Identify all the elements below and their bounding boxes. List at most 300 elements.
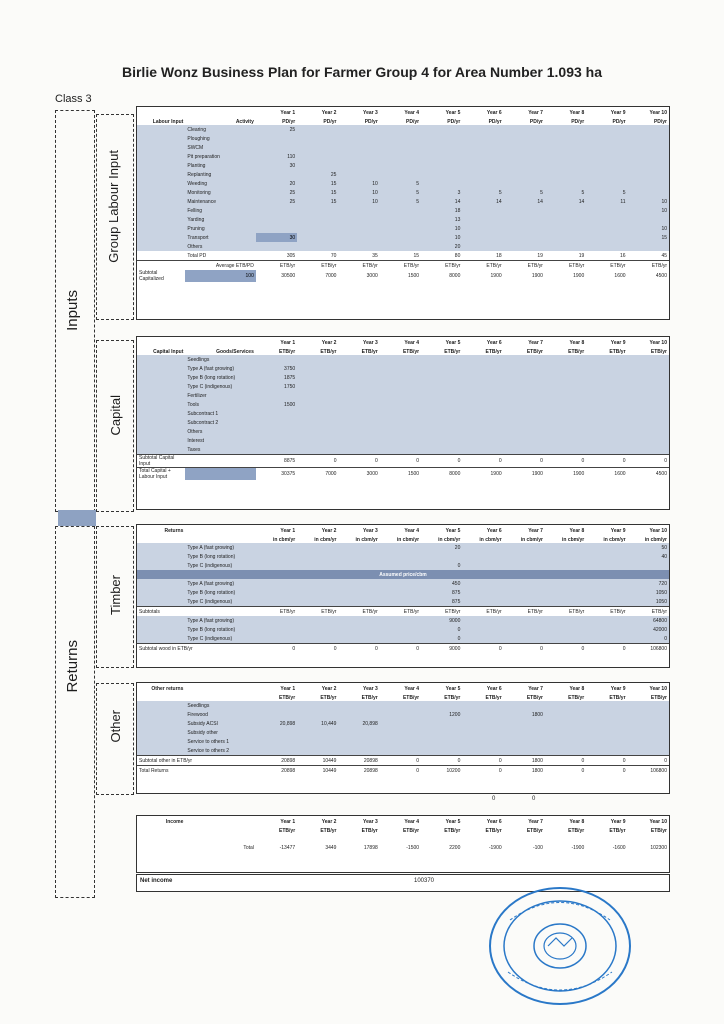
cell xyxy=(137,597,185,607)
unit-header: ETB/yr xyxy=(320,349,337,355)
value-cell xyxy=(504,552,545,561)
total-returns-value: 0 xyxy=(380,766,421,777)
subtotal-value: 30500 xyxy=(281,273,296,279)
value-cell xyxy=(586,143,627,152)
value-cell xyxy=(628,561,669,570)
value-cell xyxy=(380,373,421,382)
subtotal-value: 0 xyxy=(297,455,338,468)
value-cell xyxy=(421,427,462,436)
subtotal-value: 1900 xyxy=(573,273,585,279)
value-cell xyxy=(338,436,379,445)
unit-header: ETB/yr xyxy=(526,828,543,834)
value-cell xyxy=(628,188,669,197)
unit-cell: ETB/yr xyxy=(545,607,586,617)
cell xyxy=(137,746,185,756)
total-pd-value: 305 xyxy=(286,252,296,259)
table-row xyxy=(137,355,669,364)
value-cell xyxy=(421,170,462,179)
subtotal-value: 0 xyxy=(628,455,669,468)
value-cell xyxy=(256,143,297,152)
value-cell xyxy=(504,215,545,224)
year-header: Year 4 xyxy=(404,819,420,825)
value-cell xyxy=(462,728,503,737)
value-cell xyxy=(545,588,586,597)
unit-header: ETB/yr xyxy=(279,828,296,834)
value-cell xyxy=(545,561,586,570)
unit-header: ETB/yr xyxy=(568,695,585,701)
value-cell xyxy=(256,561,297,570)
value-cell xyxy=(462,710,503,719)
official-stamp xyxy=(480,880,640,1010)
table-row xyxy=(137,634,669,644)
value-cell xyxy=(338,373,379,382)
value-cell xyxy=(421,364,462,373)
activity-label: Transport xyxy=(185,233,256,242)
value-cell xyxy=(256,634,297,644)
returns-header: Returns xyxy=(164,528,184,534)
income-value: -13477 xyxy=(279,845,296,851)
table-row xyxy=(137,625,669,634)
value-cell xyxy=(462,737,503,746)
value-cell xyxy=(297,728,338,737)
cell xyxy=(137,588,185,597)
unit-header: ETB/yr xyxy=(650,695,667,701)
value-cell xyxy=(628,170,669,179)
value-cell xyxy=(338,625,379,634)
value-cell: 0 xyxy=(421,625,462,634)
subtotal-other-value: 10449 xyxy=(297,756,338,766)
table-row xyxy=(137,107,669,116)
band-cell xyxy=(137,125,185,134)
value-cell: 10 xyxy=(338,197,379,206)
value-cell xyxy=(297,373,338,382)
total-value: 1900 xyxy=(462,468,503,481)
subtotal-other-value: 0 xyxy=(380,756,421,766)
income-header: Income xyxy=(165,819,184,825)
total-returns-value: 0 xyxy=(586,766,627,777)
unit-header: ETB/yr xyxy=(402,349,420,355)
value-cell xyxy=(504,152,545,161)
subtotal-other-value: 0 xyxy=(545,756,586,766)
unit-header: PD/yr xyxy=(488,119,502,125)
value-cell xyxy=(338,224,379,233)
income-table xyxy=(136,815,670,873)
value-cell: 42000 xyxy=(628,625,669,634)
value-cell xyxy=(545,616,586,625)
total-returns-value: 106800 xyxy=(628,766,669,777)
unit-header: PD/yr xyxy=(529,119,543,125)
value-cell xyxy=(545,355,586,364)
table-row xyxy=(137,816,669,825)
value-cell xyxy=(545,215,586,224)
value-cell: 0 xyxy=(421,634,462,644)
income-value: -100 xyxy=(532,845,543,851)
value-cell xyxy=(256,242,297,251)
year-header: Year 9 xyxy=(610,340,626,346)
cell xyxy=(137,543,185,552)
value-cell xyxy=(628,436,669,445)
activity-label: Others xyxy=(185,242,256,251)
year-header: Year 7 xyxy=(528,528,543,534)
band-cell xyxy=(137,436,185,445)
timber-label: Timber xyxy=(108,575,123,615)
returns-bracket xyxy=(55,526,95,898)
cell xyxy=(185,766,256,777)
cell xyxy=(137,579,185,588)
value-cell xyxy=(504,746,545,756)
band-cell xyxy=(137,233,185,242)
cell xyxy=(185,468,256,481)
unit-cell: ETB/yr xyxy=(297,607,338,617)
subtotal-value: 0 xyxy=(504,455,545,468)
value-cell xyxy=(628,179,669,188)
table-row xyxy=(137,455,669,468)
value-cell: 10 xyxy=(628,224,669,233)
table-row xyxy=(137,561,669,570)
cell xyxy=(137,719,185,728)
subtotal-value: 0 xyxy=(462,455,503,468)
table-row xyxy=(137,570,669,579)
other-label: Service to others 1 xyxy=(185,737,256,746)
value-cell xyxy=(297,152,338,161)
value-cell xyxy=(380,746,421,756)
value-cell xyxy=(338,409,379,418)
value-cell xyxy=(256,215,297,224)
value-cell: 875 xyxy=(421,597,462,607)
unit-header: PD/yr xyxy=(612,119,626,125)
table-row xyxy=(137,261,669,271)
value-cell xyxy=(462,409,503,418)
subtotal-value: 7000 xyxy=(325,273,337,279)
total-returns-value: 0 xyxy=(462,766,503,777)
cell xyxy=(185,534,256,543)
value-cell xyxy=(628,373,669,382)
year-header: Year 9 xyxy=(610,819,626,825)
value-cell: 14 xyxy=(462,197,503,206)
unit-header: ETB/yr xyxy=(402,695,420,701)
value-cell xyxy=(338,634,379,644)
value-cell xyxy=(338,152,379,161)
unit-cell: ETB/yr xyxy=(380,261,421,271)
value-cell xyxy=(256,616,297,625)
activity-label: Felling xyxy=(185,206,256,215)
income-total-label: Total xyxy=(243,845,254,851)
subtotal-other-value: 20898 xyxy=(256,756,297,766)
value-cell: 450 xyxy=(421,579,462,588)
band-cell xyxy=(137,134,185,143)
table-row xyxy=(137,692,669,701)
value-cell xyxy=(545,409,586,418)
subtotal-wood-value: 0 xyxy=(297,644,338,654)
unit-cell: ETB/yr xyxy=(586,261,627,271)
value-cell: 1750 xyxy=(256,382,297,391)
unit-header: ETB/yr xyxy=(444,349,461,355)
value-cell xyxy=(338,561,379,570)
value-cell xyxy=(256,355,297,364)
total-pd-value: 35 xyxy=(372,252,378,259)
year-header: Year 2 xyxy=(321,686,337,692)
value-cell xyxy=(421,400,462,409)
subtotal-other-value: 0 xyxy=(462,756,503,766)
band-cell xyxy=(137,355,185,364)
value-cell xyxy=(628,134,669,143)
value-cell xyxy=(256,436,297,445)
table-row xyxy=(137,534,669,543)
table-row xyxy=(137,382,669,391)
unit-cell: ETB/yr xyxy=(628,261,669,271)
value-cell xyxy=(380,436,421,445)
total-value: 1900 xyxy=(545,468,586,481)
value-cell xyxy=(545,400,586,409)
value-cell xyxy=(628,719,669,728)
value-cell: 20,898 xyxy=(338,719,379,728)
table-row xyxy=(137,143,669,152)
unit-header: in cbm/yr xyxy=(644,537,667,543)
unit-header: ETB/yr xyxy=(444,695,461,701)
value-cell xyxy=(462,125,503,134)
value-cell xyxy=(545,391,586,400)
value-cell: 20 xyxy=(256,179,297,188)
value-cell xyxy=(586,418,627,427)
value-cell xyxy=(380,445,421,455)
value-cell xyxy=(297,588,338,597)
unit-header: in cbm/yr xyxy=(355,537,378,543)
subtotal-value: 0 xyxy=(421,455,462,468)
unit-cell: ETB/yr xyxy=(338,261,379,271)
value-cell xyxy=(462,215,503,224)
value-cell xyxy=(338,355,379,364)
value-cell xyxy=(586,436,627,445)
activity-label: Weeding xyxy=(185,179,256,188)
value-cell xyxy=(256,224,297,233)
table-row xyxy=(137,710,669,719)
year-header: Year 10 xyxy=(649,340,667,346)
cell xyxy=(628,834,669,843)
value-cell xyxy=(462,179,503,188)
value-cell xyxy=(586,710,627,719)
year-header: Year 4 xyxy=(404,340,420,346)
value-cell: 10 xyxy=(628,206,669,215)
table-row xyxy=(137,525,669,534)
table-row xyxy=(137,197,669,206)
total-pd-value: 70 xyxy=(330,252,337,259)
class-label: Class 3 xyxy=(55,93,92,105)
cell xyxy=(137,737,185,746)
value-cell: 15 xyxy=(297,188,338,197)
price-label: Type B (long rotation) xyxy=(185,588,256,597)
value-cell xyxy=(256,543,297,552)
value-cell xyxy=(462,152,503,161)
price-label: Type C (indigenous) xyxy=(185,597,256,607)
subtotal-type-label: Type C (indigenous) xyxy=(185,634,256,644)
unit-cell: ETB/yr xyxy=(256,261,297,271)
value-cell xyxy=(586,579,627,588)
value-cell xyxy=(297,206,338,215)
band-cell xyxy=(137,391,185,400)
subtotal-value: 3000 xyxy=(366,273,378,279)
value-cell xyxy=(545,427,586,436)
goods-label: Subcontract 2 xyxy=(185,418,256,427)
income-value: -1900 xyxy=(488,845,502,851)
value-cell xyxy=(586,746,627,756)
value-cell xyxy=(504,737,545,746)
unit-cell: ETB/yr xyxy=(586,607,627,617)
cell xyxy=(137,534,185,543)
table-row xyxy=(137,436,669,445)
table-row xyxy=(137,468,669,481)
value-cell: 3 xyxy=(421,188,462,197)
subtotal-value: 0 xyxy=(586,455,627,468)
page-title: Birlie Wonz Business Plan for Farmer Group 4 for Area Number 1.093 ha xyxy=(121,64,603,80)
unit-header: PD/yr xyxy=(364,119,378,125)
year-header: Year 8 xyxy=(569,110,585,116)
income-value: 2200 xyxy=(449,845,461,851)
capital-label: Capital xyxy=(108,395,123,436)
value-cell: 10 xyxy=(338,188,379,197)
value-cell xyxy=(380,206,421,215)
value-cell xyxy=(297,161,338,170)
unit-header: in cbm/yr xyxy=(562,537,585,543)
timber-label: Type B (long rotation) xyxy=(185,552,256,561)
value-cell xyxy=(462,552,503,561)
subtotal-other-label: Subtotal other in ETB/yr xyxy=(137,756,256,766)
cell xyxy=(137,728,185,737)
band-cell xyxy=(137,143,185,152)
income-value: 102300 xyxy=(650,845,667,851)
total-value: 3000 xyxy=(338,468,379,481)
value-cell xyxy=(504,588,545,597)
year-header: Year 8 xyxy=(569,686,585,692)
total-returns-value: 10200 xyxy=(421,766,462,777)
income-value: -1900 xyxy=(571,845,585,851)
value-cell xyxy=(256,701,297,710)
year-header: Year 5 xyxy=(445,110,461,116)
value-cell xyxy=(338,364,379,373)
value-cell xyxy=(586,634,627,644)
year-header: Year 1 xyxy=(280,819,296,825)
below-value-2: 0 xyxy=(532,796,536,802)
value-cell xyxy=(504,134,545,143)
value-cell: 25 xyxy=(256,125,297,134)
value-cell xyxy=(338,161,379,170)
unit-header: ETB/yr xyxy=(485,349,502,355)
year-header: Year 1 xyxy=(280,340,296,346)
value-cell: 3750 xyxy=(256,364,297,373)
unit-header: ETB/yr xyxy=(361,695,378,701)
net-income-label: Net income xyxy=(140,878,173,884)
cell xyxy=(185,107,256,116)
value-cell xyxy=(421,728,462,737)
value-cell xyxy=(504,382,545,391)
total-returns-value: 1800 xyxy=(504,766,545,777)
cell xyxy=(137,552,185,561)
avg-label: Average ETB/PD xyxy=(185,261,256,271)
value-cell xyxy=(586,409,627,418)
value-cell xyxy=(504,597,545,607)
value-cell xyxy=(628,215,669,224)
cell xyxy=(137,843,185,853)
value-cell: 5 xyxy=(380,179,421,188)
value-cell xyxy=(545,233,586,242)
value-cell xyxy=(256,418,297,427)
subtotal-other-value: 20898 xyxy=(338,756,379,766)
year-header: Year 5 xyxy=(445,528,461,534)
subtotal-wood-value: 0 xyxy=(462,644,503,654)
value-cell xyxy=(380,355,421,364)
value-cell xyxy=(338,737,379,746)
value-cell xyxy=(545,634,586,644)
value-cell xyxy=(628,710,669,719)
subtotal-capitalized-label: Subtotal Capitalized xyxy=(139,270,164,282)
value-cell xyxy=(545,179,586,188)
unit-cell: ETB/yr xyxy=(462,261,503,271)
total-pd-value: 80 xyxy=(454,252,461,259)
value-cell: 10,449 xyxy=(297,719,338,728)
value-cell: 25 xyxy=(256,197,297,206)
unit-cell: ETB/yr xyxy=(256,607,297,617)
other-label: Subsidy other xyxy=(185,728,256,737)
year-header: Year 5 xyxy=(445,819,461,825)
value-cell xyxy=(586,382,627,391)
value-cell xyxy=(504,719,545,728)
subtotal-wood-value: 0 xyxy=(545,644,586,654)
other-returns-header: Other returns xyxy=(151,686,184,692)
value-cell xyxy=(297,746,338,756)
value-cell xyxy=(628,355,669,364)
value-cell xyxy=(504,224,545,233)
value-cell xyxy=(380,710,421,719)
subtotal-wood-value: 106800 xyxy=(628,644,669,654)
unit-header: PD/yr xyxy=(447,119,461,125)
activity-label: Clearing xyxy=(185,125,256,134)
value-cell xyxy=(504,427,545,436)
other-table xyxy=(136,682,670,794)
table-row xyxy=(137,206,669,215)
cell xyxy=(137,634,185,644)
value-cell xyxy=(545,552,586,561)
value-cell xyxy=(421,746,462,756)
value-cell xyxy=(628,737,669,746)
value-cell xyxy=(421,143,462,152)
goods-label: Fertilizer xyxy=(185,391,256,400)
value-cell xyxy=(256,206,297,215)
value-cell xyxy=(504,418,545,427)
value-cell xyxy=(462,445,503,455)
year-header: Year 3 xyxy=(363,110,378,116)
value-cell xyxy=(421,445,462,455)
value-cell xyxy=(297,364,338,373)
cell xyxy=(185,692,256,701)
value-cell xyxy=(297,143,338,152)
unit-cell: ETB/yr xyxy=(545,261,586,271)
band-cell xyxy=(137,188,185,197)
activity-label: Replanting xyxy=(185,170,256,179)
value-cell xyxy=(256,746,297,756)
total-value: 4500 xyxy=(628,468,669,481)
value-cell xyxy=(545,242,586,251)
cell xyxy=(185,607,256,617)
value-cell xyxy=(504,161,545,170)
price-header: Assumed price/cbm xyxy=(137,570,669,579)
unit-header: in cbm/yr xyxy=(396,537,420,543)
value-cell xyxy=(504,391,545,400)
value-cell: 10 xyxy=(628,197,669,206)
band-cell xyxy=(137,382,185,391)
unit-cell: ETB/yr xyxy=(297,261,338,271)
value-cell xyxy=(338,242,379,251)
value-cell xyxy=(256,597,297,607)
avg-etb-value: 100 xyxy=(185,270,256,282)
